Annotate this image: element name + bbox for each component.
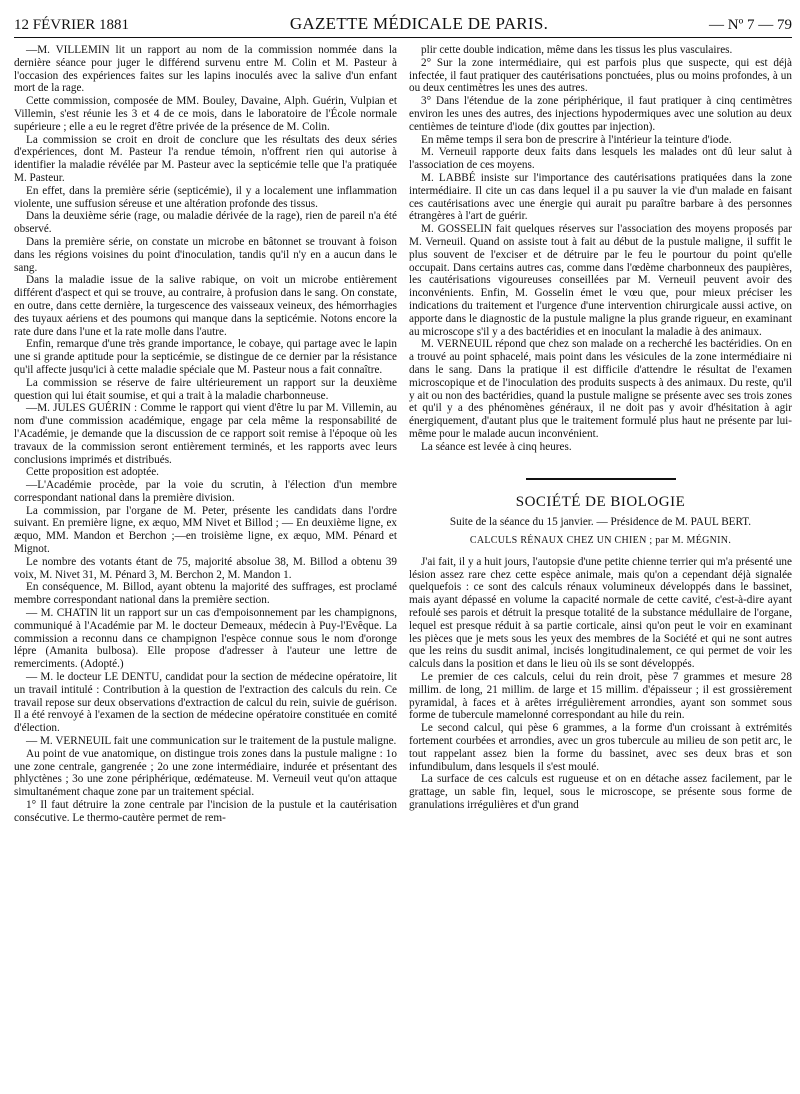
page-header bbox=[14, 14, 792, 38]
paragraph: La séance est levée à cinq heures. bbox=[421, 440, 572, 453]
section-title: SOCIÉTÉ DE BIOLOGIE bbox=[515, 493, 686, 510]
paragraph: —M. VILLEMIN lit un rapport au nom de la commission nommée dans la dernière séance pour juger le différend survenu entre M. Colin et M. Pasteur à l'occasion des expériences faites sur les lapins inoculés avec la salive d'un enfant mort de la rage. bbox=[14, 44, 397, 95]
paragraph: La commission se croit en droit de conclure que les résultats des deux séries d'expériences, dont M. Pasteur l'a rendue témoin, n'offrent rien qui autorise à identifier la maladie révélée par M. Pasteur avec la septicémie telle que l'a pratiquée M. Pasteur. bbox=[14, 133, 397, 184]
right-column bbox=[409, 44, 792, 825]
paragraph: La commission, par l'organe de M. Peter, présente les candidats dans l'ordre suivant. En première ligne, ex æquo, MM Nivet et Billod ; — En deuxième ligne, ex æquo, MM. Mandon et Berchon ;—en troisième ligne, ex æquo, MM. Pénard et Mignot. bbox=[14, 504, 397, 556]
paragraph: En conséquence, M. Billod, ayant obtenu la majorité des suffrages, est proclamé membre correspondant national dans la première section. bbox=[14, 581, 397, 607]
paragraph: 1° Il faut détruire la zone centrale par l'incision de la pustule et la cautérisation consécutive. Le thermo-cautère permet de rem- bbox=[14, 799, 397, 824]
paragraph: En même temps il sera bon de prescrire à l'intérieur la teinture d'iode. bbox=[421, 133, 732, 146]
article-title: CALCULS RÉNAUX CHEZ UN CHIEN ; par M. MÉGNIN. bbox=[469, 535, 732, 547]
paragraph: Dans la première série, on constate un microbe en bâtonnet se trouvant à foison dans les régions voisines du point d'inoculation, tandis qu'il n'y en a aucun dans le sang. bbox=[14, 235, 397, 274]
columns bbox=[14, 44, 792, 825]
paragraph: La surface de ces calculs est rugueuse et on en détache assez facilement, par le grattage, un sable fin, lequel, sous le microscope, se présente sous forme de granulations irrégulières et d'un grand bbox=[409, 773, 792, 812]
section-divider bbox=[526, 478, 676, 480]
session-line: Suite de la séance du 15 janvier. — Présidence de M. PAUL BERT. bbox=[449, 516, 752, 529]
paragraph: M. LABBÉ insiste sur l'importance des cautérisations pratiquées dans la zone intermédiaire. Il cite un cas dans lequel il a pu sauver la vie d'un malade en faisant ces cautérisations avec une énergie qui aurait pu paraître barbare à des personnes étrangères à l'art de guérir. bbox=[409, 171, 792, 223]
paragraph: Le nombre des votants étant de 75, majorité absolue 38, M. Billod a obtenu 39 voix, M. Nivet 31, M. Pénard 3, M. Berchon 2, M. Mandon 1. bbox=[14, 555, 397, 581]
paragraph: M. VERNEUIL répond que chez son malade on a recherché les bactéridies. On en a trouvé au point sphacelé, mais point dans les vésicules de la zone intermédiaire ni dans le sang. Dans la pratique il est difficile d'attendre le résultat de l'examen microscopique et de l'inoculation des produits suspects à des animaux. Du reste, qu'il y ait ou non des bactéridies, quand la pustule maligne se présente avec ses trois zones et qu'il y a des phénomènes généraux, il ne doit pas y avoir d'hésitation à agir énergiquement, d'autant plus que le traitement formulé plus haut ne présente par lui-même pour le malade aucun inconvénient. bbox=[409, 338, 792, 440]
paragraph: Cette commission, composée de MM. Bouley, Davaine, Alph. Guérin, Vulpian et Villemin, s'est réunie les 3 et 4 de ce mois, dans le laboratoire de l'École normale supérieure ; elle a eu le regret d'être privée de la présence de M. Colin. bbox=[14, 95, 397, 133]
header-date: 12 FÉVRIER 1881 bbox=[14, 17, 130, 33]
paragraph: plir cette double indication, même dans les tissus les plus vasculaires. bbox=[421, 44, 733, 56]
paragraph: 2° Sur la zone intermédiaire, qui est parfois plus que suspecte, qui est déjà infectée, il faut pratiquer des cautérisations ponctuées, plus ou moins profondes, à un ou deux centimètres les unes des autres. bbox=[409, 56, 792, 95]
paragraph: M. GOSSELIN fait quelques réserves sur l'association des moyens proposés par M. Verneuil. Quand on assiste tout à fait au début de la pustule maligne, il suffit le plus souvent de l'exciser et de détruire par le feu le pourtour du point qu'elle occupait. Dans certains autres cas, comme dans l'œdème charbonneux des paupières, les cautérisations vigoureuses conseillées par M. Verneuil peuvent avoir des inconvénients. Enfin, M. Gosselin émet le vœu que, pour mieux préciser les indications du traitement et l'urgence d'une intervention chirurgicale aussi active, on apporte dans le diagnostic de la pustule maligne la plus grande rigueur, en examinant au microscope s'il y a des bactéridies et en inoculant la maladie à des animaux. bbox=[409, 223, 792, 338]
paragraph: Le premier de ces calculs, celui du rein droit, pèse 7 grammes et mesure 28 millim. de long, 21 millim. de large et 15 millim. d'épaisseur ; il est grossièrement pyramidal, à faces et à arêtes irrégulièrement arrondies, ayant son sommet sous forme de tubercule mamelonné correspondant au hile du rein. bbox=[409, 671, 792, 722]
paragraph: En effet, dans la première série (septicémie), il y a localement une inflammation violente, une suffusion séreuse et une altération profonde des tissus. bbox=[14, 184, 397, 210]
header-journal-title: GAZETTE MÉDICALE DE PARIS. bbox=[289, 14, 549, 33]
paragraph: Au point de vue anatomique, on distingue trois zones dans la pustule maligne : 1o une zone centrale, gangrenée ; 2o une zone intermédiaire, indurée et présentant des phlyctènes ; 3o une zone périphérique, œdémateuse. M. Verneuil veut qu'on attaque simultanément chaque zone par un traitement spécial. bbox=[14, 747, 397, 799]
header-page-number: — Nº 7 — 79 bbox=[709, 17, 792, 33]
paragraph: Dans la maladie issue de la salive rabique, on voit un microbe entièrement différent d'aspect et qui se trouve, au contraire, à profusion dans le sang. On constate, en outre, dans cette dernière, la turgescence des vaisseaux veineux, des hémorrhagies des tuyaux aériens et des poumons qui manque dans la septicémie. Notons encore la rate dure dans l'une et la rate molle dans l'autre. bbox=[14, 274, 397, 338]
paragraph: — M. CHATIN lit un rapport sur un cas d'empoisonnement par les champignons, communiqué à l'Académie par M. le docteur Demeaux, médecin à Puy-l'Evêque. La commission a reconnu dans ce champignon l'espèce connue sous le nom d'oronge lépre (Amanita bulbosa). Elle propose d'adresser à l'auteur une lettre de remerciments. (Adopté.) bbox=[14, 607, 397, 671]
paragraph: M. Verneuil rapporte deux faits dans lesquels les malades ont dû leur salut à l'association de ces moyens. bbox=[409, 146, 792, 172]
paragraph: Enfin, remarque d'une très grande importance, le cobaye, qui partage avec le lapin une si grande aptitude pour la septicémie, se distingue de ce dernier par la résistance qu'il affecte jusqu'ici à cette maladie spéciale que M. Pasteur nous a fait connaître. bbox=[14, 338, 397, 376]
paragraph: —L'Académie procède, par la voie du scrutin, à l'élection d'un membre correspondant national dans la première division. bbox=[14, 479, 397, 504]
paragraph: Dans la deuxième série (rage, ou maladie dérivée de la rage), rien de pareil n'a été observé. bbox=[14, 210, 397, 236]
paragraph: La commission se réserve de faire ultérieurement un rapport sur la deuxième question qui lui était soumise, et qui a trait à la maladie charbonneuse. bbox=[14, 376, 397, 402]
paragraph: J'ai fait, il y a huit jours, l'autopsie d'une petite chienne terrier qui m'a présenté une lésion assez rare chez cette espèce animale, mais qu'on a cependant déjà signalée quelquefois : ce sont des calculs rénaux volumineux développés dans le bassinet, mais ayant dépassé en volume la capacité normale de cette cavité, c'est-à-dire ayant refoulé ses parois et détruit la presque totalité de la substance médullaire de l'organe, lequel est presque réduit à sa partie corticale, ainsi qu'on peut le voir en examinant les pièces que je mets sous les yeux des membres de la Société et qui ne sont autres que les reins du susdit animal, incisés longitudinalement, ce qui permet de voir les calculs dans la position et dans le lieu où ils se sont développés. bbox=[409, 555, 792, 671]
paragraph: Le second calcul, qui pèse 6 grammes, a la forme d'un croissant à extrémités fortement courbées et arrondies, avec un gros tubercule au milieu de son petit arc, le tout rappelant assez bien la forme du bassinet, avec ses deux bras et son infundibulum, dans lesquels il s'est moulé. bbox=[409, 722, 792, 773]
paragraph: — M. VERNEUIL fait une communication sur le traitement de la pustule maligne. bbox=[26, 735, 397, 748]
paragraph: 3° Dans l'étendue de la zone périphérique, il faut pratiquer à cinq centimètres environ les unes des autres, des injections hypodermiques avec une solution au deux centièmes de teinture d'iode (dix gouttes par injection). bbox=[409, 95, 792, 133]
paragraph: —M. JULES GUÉRIN : Comme le rapport qui vient d'être lu par M. Villemin, au nom d'une commission académique, engage par cela même la responsabilité de l'Académie, je demande que la discussion de ce rapport soit remise à l'époque où les travaux de la commission seront entièrement terminés, et les rapports avec leurs conclusions imprimés et distribués. bbox=[14, 402, 397, 466]
left-column bbox=[14, 44, 397, 825]
paragraph: Cette proposition est adoptée. bbox=[26, 466, 159, 479]
paragraph: — M. le docteur LE DENTU, candidat pour la section de médecine opératoire, lit un travail intitulé : Contribution à la question de l'extraction des calculs du rein. Ce travail repose sur deux observations d'extraction de calcul du rein, suivie de guérison. Il a été renvoyé à l'examen de la section de médecine opératoire constituée en comité d'élection. bbox=[14, 671, 397, 735]
